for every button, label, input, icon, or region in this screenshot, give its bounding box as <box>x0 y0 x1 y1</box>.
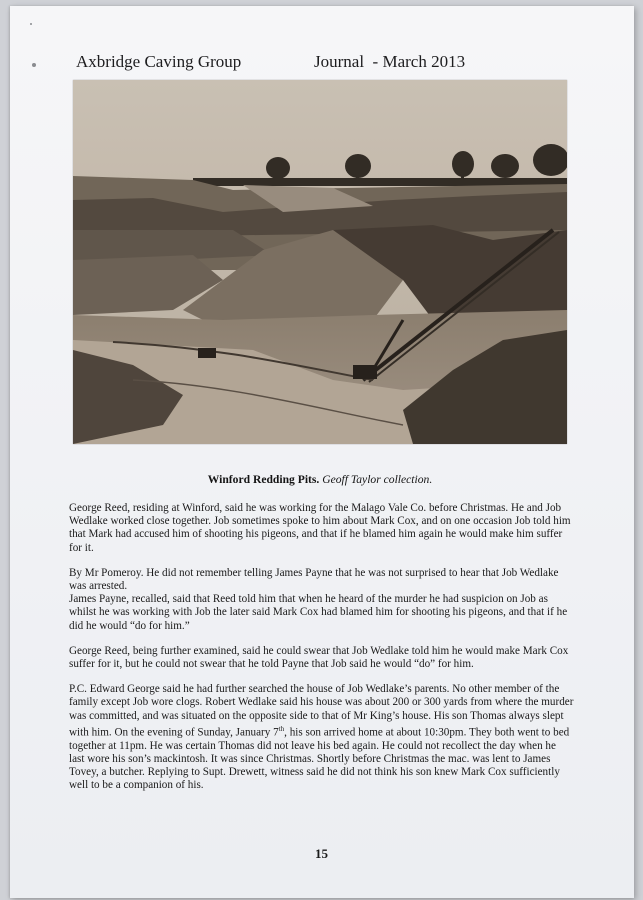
journal-date: Journal - March 2013 <box>314 52 466 71</box>
photo-caption <box>73 473 567 486</box>
quarry-photo <box>73 80 567 444</box>
caption-title: Winford Redding Pits. <box>207 473 320 486</box>
ordinal-suffix: th <box>278 724 285 733</box>
caption-credit: Geoff Taylor collection. <box>322 473 433 486</box>
paragraph: George Reed, residing at Winford, said he was working for the Malago Vale Co. before Christmas. He and Job Wedlake worked close together. Job sometimes spoke to him about Mark Cox, and on one occasion Job told him that Mark had accused him of shooting his pigeons, and that if he blamed him again he would make him suffer for it. <box>69 502 571 554</box>
paragraph: James Payne, recalled, said that Reed told him that when he heard of the murder he had suspicion on Job as whilst he was working with Job the later said Mark Cox had blamed him for shooting his pigeons, and that if he did he would “do for him.” <box>69 593 568 632</box>
page-number: 15 <box>315 846 328 861</box>
punch-hole <box>32 63 36 67</box>
article-body <box>69 502 574 805</box>
paragraph: By Mr Pomeroy. He did not remember telling James Payne that he was not surprised to hear that Job Wedlake was arrested. <box>69 566 559 593</box>
paragraph-text: P.C. Edward George said he had further searched the house of Job Wedlake’s parents. No other member of the family except Job wore clogs. Robert Wedlake said his house was about 200 or 300 yards from where the murder was committed, and was situated on the opposite side to that of Mr King’s house. His son Thomas always slept with him. On the evening of Sunday, January 7 <box>69 683 574 739</box>
punch-hole <box>30 23 32 25</box>
paragraph-text: , his son arrived home at about 10:30pm. They both went to bed together at 11pm. He was certain Thomas did not leave his bed again. He could not recollect the day when he last wore his son’s mackintosh. It was since Christmas. Shortly before Christmas the mac. was lent to James Tovey, a butcher. Replying to Supt. Drewett, witness said he did not think his son knew Mark Cox sufficiently well to be a companion of his. <box>69 726 570 792</box>
paragraph <box>69 683 574 792</box>
quarry-photo-illustration <box>73 80 567 444</box>
page-header <box>76 52 496 76</box>
paragraph: George Reed, being further examined, said he could swear that Job Wedlake told him he would make Mark Cox suffer for it, but he could not swear that he told Payne that Job said he would “do” for him. <box>69 644 569 671</box>
group-name: Axbridge Caving Group <box>76 52 242 71</box>
